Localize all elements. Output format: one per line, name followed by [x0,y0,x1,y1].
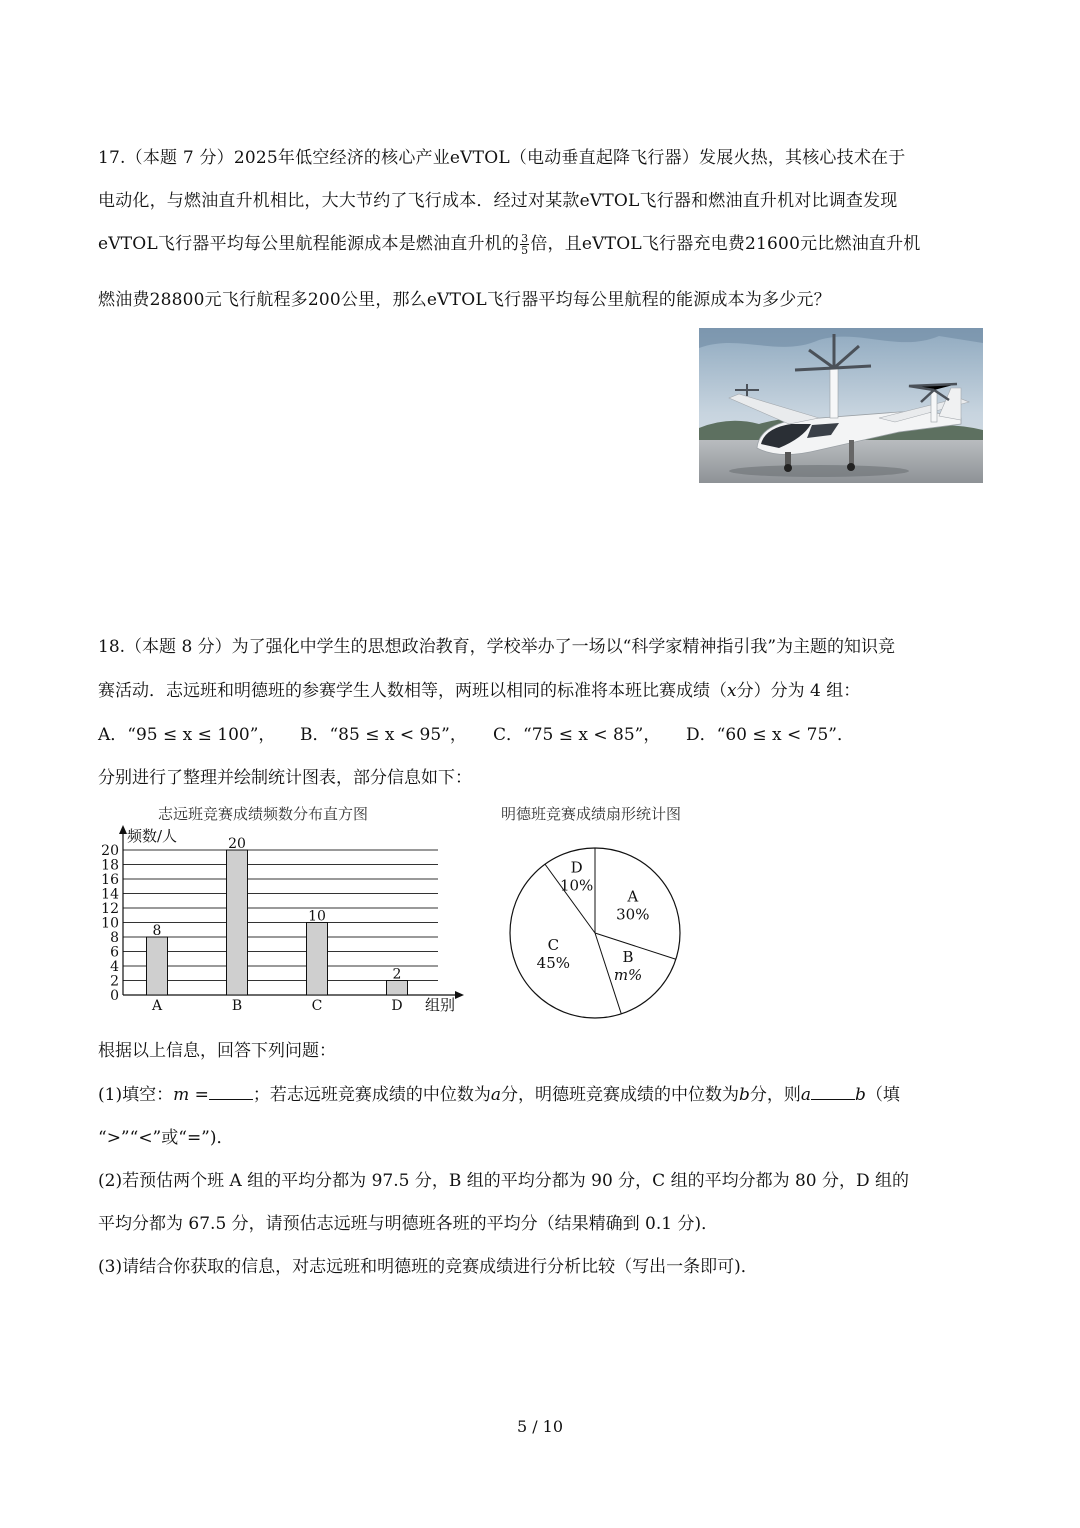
pie-label-b: B [622,948,634,967]
q1-avar2: a [800,1085,812,1105]
q1-e: （填 [865,1085,900,1105]
y-tick-label: 10 [101,915,119,932]
q18-line2-a: 赛活动．志远班和明德班的参赛学生人数相等，两班以相同的标准将本班比赛成绩（ [98,681,727,701]
pie-value-a: 30% [616,905,650,924]
q18-sub2-line2: 平均分都为 67.5 分，请预估志远班与明德班各班的平均分（结果精确到 0.1 分)． [98,1214,719,1234]
bar-c [307,923,328,996]
y-tick-label: 8 [110,930,119,946]
evtol-aircraft-photo [699,328,983,483]
q18-after: 根据以上信息，回答下列问题： [98,1041,336,1061]
bar-a [147,937,168,995]
q17-line4: 燃油费28800元飞行航程多200公里，那么eVTOL飞行器平均每公里航程的能源成本为多少元？ [98,290,831,310]
q17-line3 [98,229,921,256]
pie-label-a: A [627,887,639,906]
q1-b: ；若志远班竞赛成绩的中位数为 [252,1085,491,1105]
y-tick-label: 6 [110,944,119,961]
y-tick-label: 16 [101,872,119,888]
q18-sub3: (3)请结合你获取的信息，对志远班和明德班的竞赛成绩进行分析比较（写出一条即可)． [98,1257,758,1277]
group-b: B．“85 ≤ x < 95”， [300,725,467,745]
q18-line1: 18.（本题 8 分）为了强化中学生的思想政治教育，学校举办了一场以“科学家精神指引我”为主题的知识竞 [98,637,896,657]
q18-sub1-line2: “>”“<”或“=”)． [98,1128,234,1148]
q18-line2 [98,676,860,701]
group-a: A．“95 ≤ x ≤ 100”， [98,725,276,745]
q17-line3-a: eVTOL飞行器平均每公里航程能源成本是燃油直升机的 [98,234,520,254]
q1-c: 分，明德班竞赛成绩的中位数为 [501,1085,740,1105]
y-tick-label: 18 [101,857,119,874]
bar-value-label: 2 [392,966,402,983]
x-tick-label: B [231,998,243,1014]
y-tick-label: 0 [110,988,119,1004]
q1-bvar2: b [855,1085,866,1105]
group-d: D．“60 ≤ x < 75”． [686,725,854,745]
q18-line2-b: 分）分为 4 组： [736,681,861,701]
frac-den: 5 [521,244,529,257]
y-axis-arrow [119,825,127,834]
page-number: 5 / 10 [516,1417,564,1436]
pie-value-b: m% [613,966,643,985]
x-axis-label: 组别 [425,996,456,1014]
q1-bvar: b [739,1085,750,1105]
bar-value-label: 10 [308,908,326,925]
pie-title: 明德班竞赛成绩扇形统计图 [501,805,682,823]
histogram-title: 志远班竞赛成绩频数分布直方图 [158,805,369,823]
y-tick-label: 12 [101,901,119,917]
bar-d [387,981,408,996]
x-tick-label: D [391,998,403,1014]
pie-chart [496,834,696,1034]
q1-m: m = [173,1085,209,1105]
var-x: x [727,681,737,701]
x-tick-label: C [311,998,323,1014]
q18-sub2-line1: (2)若预估两个班 A 组的平均分都为 97.5 分，B 组的平均分都为 90 分，C 组的平均分都为 80 分，D 组的 [98,1171,910,1191]
blank-m[interactable] [209,1083,253,1100]
fraction-three-fifths [520,233,529,256]
y-tick-label: 20 [101,843,119,859]
pie-label-c: C [547,936,560,955]
bar-value-label: 8 [152,923,162,939]
q1-avar: a [490,1085,502,1105]
y-tick-label: 4 [110,959,119,975]
q1-d: 分，则 [749,1085,801,1105]
q18-sub1-line1 [98,1080,900,1105]
bar-b [227,850,248,995]
frac-num: 3 [521,232,529,245]
y-tick-label: 2 [110,973,119,990]
q1-a: (1)填空： [98,1085,174,1105]
histogram-chart [90,820,470,1020]
y-tick-label: 14 [101,886,119,903]
pie-value-d: 10% [559,876,594,895]
pie-value-c: 45% [536,954,571,973]
x-tick-label: A [151,998,163,1014]
y-axis-label: 频数/人 [127,827,178,845]
x-axis-arrow [455,991,464,999]
bar-value-label: 20 [228,836,246,852]
q18-line4: 分别进行了整理并绘制统计图表，部分信息如下： [98,768,472,788]
group-c: C．“75 ≤ x < 85”， [493,725,661,745]
pie-label-d: D [570,858,583,877]
q17-line1: 17.（本题 7 分）2025年低空经济的核心产业eVTOL（电动垂直起降飞行器）发展火热，其核心技术在于 [98,148,906,168]
q17-line2: 电动化，与燃油直升机相比，大大节约了飞行成本．经过对某款eVTOL飞行器和燃油直升机对比调查发现 [98,191,898,211]
q17-line3-b: 倍，且eVTOL飞行器充电费21600元比燃油直升机 [530,234,921,254]
blank-compare[interactable] [811,1083,855,1100]
